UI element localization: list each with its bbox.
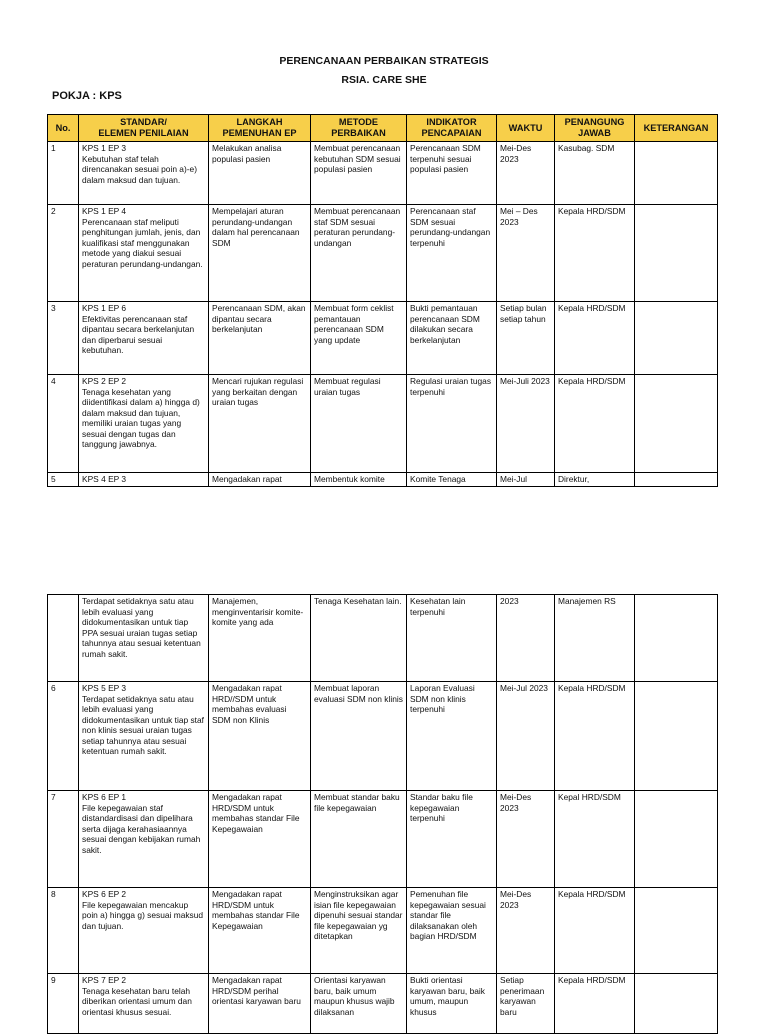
document-title: PERENCANAAN PERBAIKAN STRATEGIS — [279, 55, 489, 67]
row-metode: Membuat perencanaan kebutuhan SDM sesuai populasi pasien — [311, 142, 407, 205]
row-langkah: Perencanaan SDM, akan dipantau secara berkelanjutan — [209, 302, 311, 375]
row-indikator: Laporan Evaluasi SDM non klinis terpenuhi — [407, 682, 497, 791]
table-row — [48, 974, 718, 1034]
row-standar: KPS 1 EP 6 Efektivitas perencanaan staf dipantau secara berkelanjutan dan diperbarui sesuai kebutuhan. — [79, 302, 209, 375]
row-no — [48, 595, 79, 682]
row-langkah: Mengadakan rapat HRD//SDM untuk membahas evaluasi SDM non Klinis — [209, 682, 311, 791]
row-no: 9 — [48, 974, 79, 1034]
row-no: 2 — [48, 205, 79, 302]
row-standar: KPS 7 EP 2 Tenaga kesehatan baru telah diberikan orientasi umum dan orientasi khusus sesuai. — [79, 974, 209, 1034]
row-indikator: Perencanaan SDM terpenuhi sesuai populasi pasien — [407, 142, 497, 205]
row-langkah: Manajemen, menginventarisir komite-komite yang ada — [209, 595, 311, 682]
header-no: No. — [48, 115, 79, 142]
row-indikator: Standar baku file kepegawaian terpenuhi — [407, 791, 497, 888]
table-row — [48, 473, 718, 487]
row-langkah: Mencari rujukan regulasi yang berkaitan dengan uraian tugas — [209, 375, 311, 473]
row-penanggung: Kepala HRD/SDM — [555, 302, 635, 375]
row-indikator: Pemenuhan file kepegawaian sesuai standar file dilaksanakan oleh bagian HRD/SDM — [407, 888, 497, 974]
row-penanggung: Manajemen RS — [555, 595, 635, 682]
row-metode: Membuat perencanaan staf SDM sesuai peraturan perundang-undangan — [311, 205, 407, 302]
row-keterangan — [635, 595, 718, 682]
row-langkah: Mengadakan rapat HRD/SDM untuk membahas standar File Kepegawaian — [209, 888, 311, 974]
row-penanggung: Kasubag. SDM — [555, 142, 635, 205]
row-standar: KPS 6 EP 2 File kepegawaian mencakup poin a) hingga g) sesuai maksud dan tujuan. — [79, 888, 209, 974]
row-langkah: Mengadakan rapat HRD/SDM untuk membahas standar File Kepegawaian — [209, 791, 311, 888]
row-metode: Tenaga Kesehatan lain. — [311, 595, 407, 682]
row-penanggung: Kepala HRD/SDM — [555, 682, 635, 791]
row-metode: Membuat standar baku file kepegawaian — [311, 791, 407, 888]
row-keterangan — [635, 302, 718, 375]
header-langkah: LANGKAH PEMENUHAN EP — [209, 115, 311, 142]
table-row — [48, 375, 718, 473]
table-row — [48, 791, 718, 888]
row-metode: Membuat laporan evaluasi SDM non klinis — [311, 682, 407, 791]
row-penanggung: Direktur, — [555, 473, 635, 487]
table-row — [48, 302, 718, 375]
row-waktu: Mei-Jul — [497, 473, 555, 487]
row-keterangan — [635, 888, 718, 974]
table-row — [48, 595, 718, 682]
row-metode: Membentuk komite — [311, 473, 407, 487]
header-keterangan: KETERANGAN — [635, 115, 718, 142]
table-row — [48, 682, 718, 791]
row-waktu: Mei-Des 2023 — [497, 888, 555, 974]
row-keterangan — [635, 682, 718, 791]
row-metode: Membuat regulasi uraian tugas — [311, 375, 407, 473]
row-no: 1 — [48, 142, 79, 205]
row-waktu: Mei – Des 2023 — [497, 205, 555, 302]
row-keterangan — [635, 473, 718, 487]
row-metode: Membuat form ceklist pemantauan perencanaan SDM yang update — [311, 302, 407, 375]
row-no: 4 — [48, 375, 79, 473]
row-langkah: Mengadakan rapat — [209, 473, 311, 487]
row-langkah: Melakukan analisa populasi pasien — [209, 142, 311, 205]
row-waktu: Setiap bulan setiap tahun — [497, 302, 555, 375]
header-standar: STANDAR/ ELEMEN PENILAIAN — [79, 115, 209, 142]
row-no: 3 — [48, 302, 79, 375]
row-no: 5 — [48, 473, 79, 487]
hospital-name: RSIA. CARE SHE — [341, 74, 427, 86]
row-waktu: Mei-Jul 2023 — [497, 682, 555, 791]
row-waktu: Mei-Des 2023 — [497, 142, 555, 205]
row-indikator: Regulasi uraian tugas terpenuhi — [407, 375, 497, 473]
row-metode: Orientasi karyawan baru, baik umum maupun khusus wajib dilaksanan — [311, 974, 407, 1034]
table-header-row — [48, 115, 718, 142]
row-indikator: Bukti orientasi karyawan baru, baik umum, maupun khusus — [407, 974, 497, 1034]
row-waktu: Setiap penerimaan karyawan baru — [497, 974, 555, 1034]
row-langkah: Mempelajari aturan perundang-undangan dalam hal perencanaan SDM — [209, 205, 311, 302]
plan-table-page2 — [47, 594, 718, 1034]
pokja-label: POKJA : KPS — [52, 90, 122, 102]
row-no: 7 — [48, 791, 79, 888]
row-penanggung: Kepal HRD/SDM — [555, 791, 635, 888]
table-row — [48, 888, 718, 974]
row-metode: Menginstruksikan agar isian file kepegawaian dipenuhi sesuai standar file kepegawaian yg ditetapkan — [311, 888, 407, 974]
row-indikator: Perencanaan staf SDM sesuai perundang-undangan terpenuhi — [407, 205, 497, 302]
plan-table-page1 — [47, 114, 718, 487]
row-standar: KPS 5 EP 3 Terdapat setidaknya satu atau lebih evaluasi yang didokumentasikan untuk tiap staf non klinis sesuai uraian tugas setiap tahunnya atau sesuai ketentuan rumah sakit. — [79, 682, 209, 791]
row-waktu: Mei-Des 2023 — [497, 791, 555, 888]
row-waktu: 2023 — [497, 595, 555, 682]
table-row — [48, 142, 718, 205]
row-penanggung: Kepala HRD/SDM — [555, 375, 635, 473]
row-penanggung: Kepala HRD/SDM — [555, 888, 635, 974]
row-standar: KPS 4 EP 3 — [79, 473, 209, 487]
row-indikator: Komite Tenaga — [407, 473, 497, 487]
row-indikator: Kesehatan lain terpenuhi — [407, 595, 497, 682]
row-standar: KPS 6 EP 1 File kepegawaian staf distandardisasi dan dipelihara serta dijaga kerahasiaannya sesuai dengan kebijakan rumah sakit. — [79, 791, 209, 888]
row-keterangan — [635, 974, 718, 1034]
row-standar: KPS 1 EP 4 Perencanaan staf meliputi penghitungan jumlah, jenis, dan kualifikasi staf menggunakan metode yang diakui sesuai peraturan perundang-undangan. — [79, 205, 209, 302]
row-keterangan — [635, 205, 718, 302]
row-keterangan — [635, 791, 718, 888]
row-langkah: Mengadakan rapat HRD/SDM perihal orientasi karyawan baru — [209, 974, 311, 1034]
row-penanggung: Kepala HRD/SDM — [555, 205, 635, 302]
header-penanggung: PENANGUNG JAWAB — [555, 115, 635, 142]
row-keterangan — [635, 375, 718, 473]
header-waktu: WAKTU — [497, 115, 555, 142]
header-metode: METODE PERBAIKAN — [311, 115, 407, 142]
table-row — [48, 205, 718, 302]
row-no: 8 — [48, 888, 79, 974]
header-indikator: INDIKATOR PENCAPAIAN — [407, 115, 497, 142]
row-indikator: Bukti pemantauan perencanaan SDM dilakukan secara berkelanjutan — [407, 302, 497, 375]
row-penanggung: Kepala HRD/SDM — [555, 974, 635, 1034]
row-standar: KPS 1 EP 3 Kebutuhan staf telah direncanakan sesuai poin a)-e) dalam maksud dan tujuan. — [79, 142, 209, 205]
row-keterangan — [635, 142, 718, 205]
row-standar: KPS 2 EP 2 Tenaga kesehatan yang diidentifikasi dalam a) hingga d) dalam maksud dan tujuan, memiliki uraian tugas yang sesuai dengan tugas dan tanggung jawabnya. — [79, 375, 209, 473]
row-waktu: Mei-Juli 2023 — [497, 375, 555, 473]
row-no: 6 — [48, 682, 79, 791]
row-standar: Terdapat setidaknya satu atau lebih evaluasi yang didokumentasikan untuk tiap PPA sesuai uraian tugas setiap tahunnya atau sesuai ketentuan rumah sakit. — [79, 595, 209, 682]
